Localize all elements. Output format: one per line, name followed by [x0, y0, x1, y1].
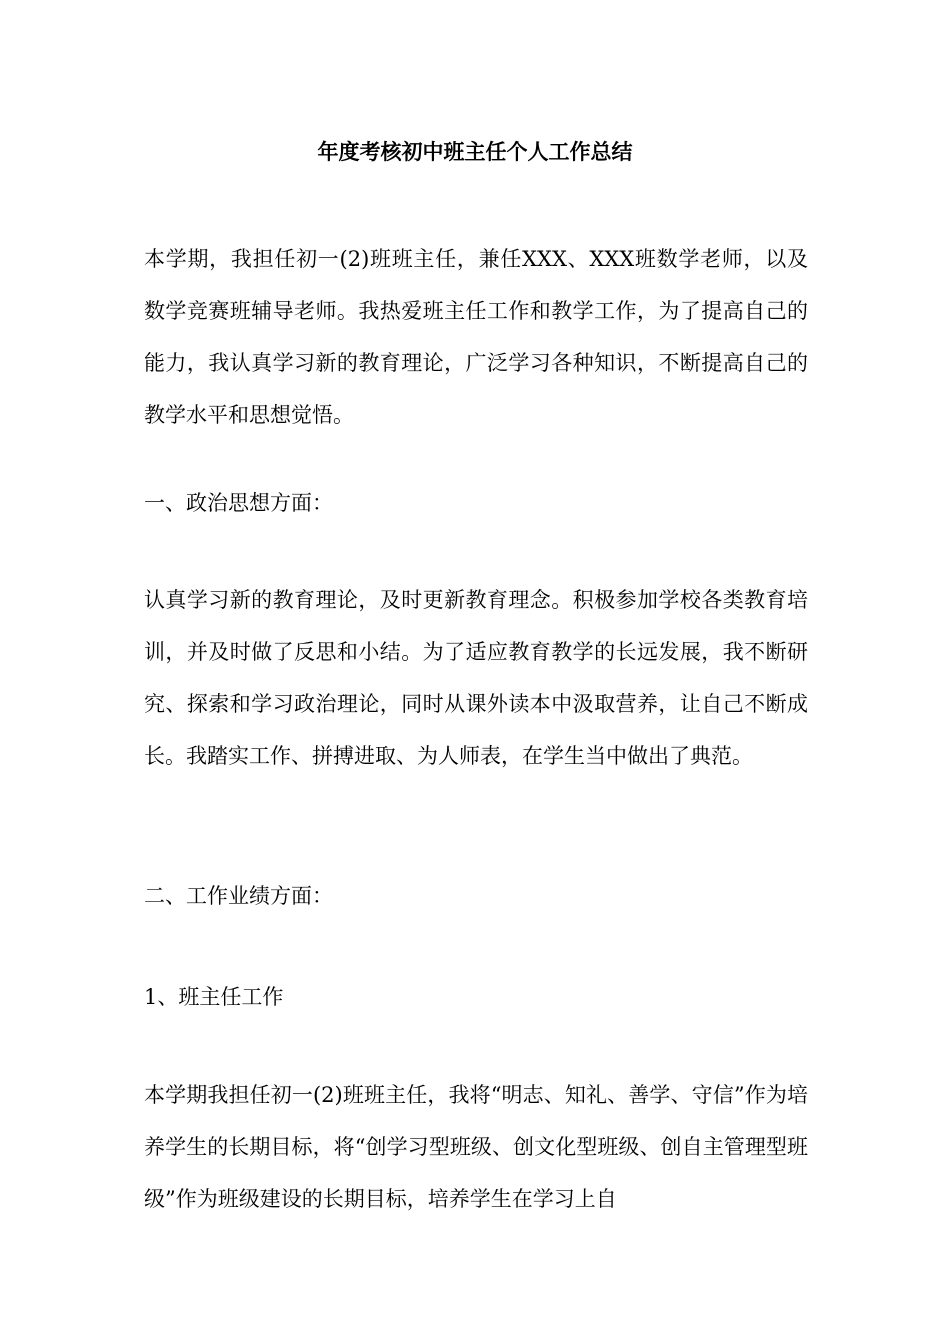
document-title: 年度考核初中班主任个人工作总结	[317, 139, 633, 164]
politics-paragraph: 认真学习新的教育理论，及时更新教育理念。积极参加学校各类教育培训，并及时做了反思和小结。为了适应教育教学的长远发展，我不断研究、探索和学习政治理论，同时从课外读本中汲取营养，让自己不断成长。我踏实工作、拼搏进取、为人师表，在学生当中做出了典范。	[144, 588, 808, 768]
head-teacher-paragraph: 本学期我担任初一(2)班班主任，我将“明志、知礼、善学、守信”作为培养学生的长期目标，将“创学习型班级、创文化型班级、创自主管理型班级”作为班级建设的长期目标，培养学生在学习上自	[144, 1083, 808, 1211]
section-heading-performance: 二、工作业绩方面：	[144, 884, 333, 908]
section-heading-politics: 一、政治思想方面：	[144, 491, 333, 515]
intro-paragraph: 本学期，我担任初一(2)班班主任，兼任XXX、XXX班数学老师，以及数学竞赛班辅导老师。我热爱班主任工作和教学工作，为了提高自己的能力，我认真学习新的教育理论，广泛学习各种知识，不断提高自己的教学水平和思想觉悟。	[144, 247, 808, 427]
subsection-heading-head-teacher: 1、班主任工作	[144, 985, 284, 1009]
